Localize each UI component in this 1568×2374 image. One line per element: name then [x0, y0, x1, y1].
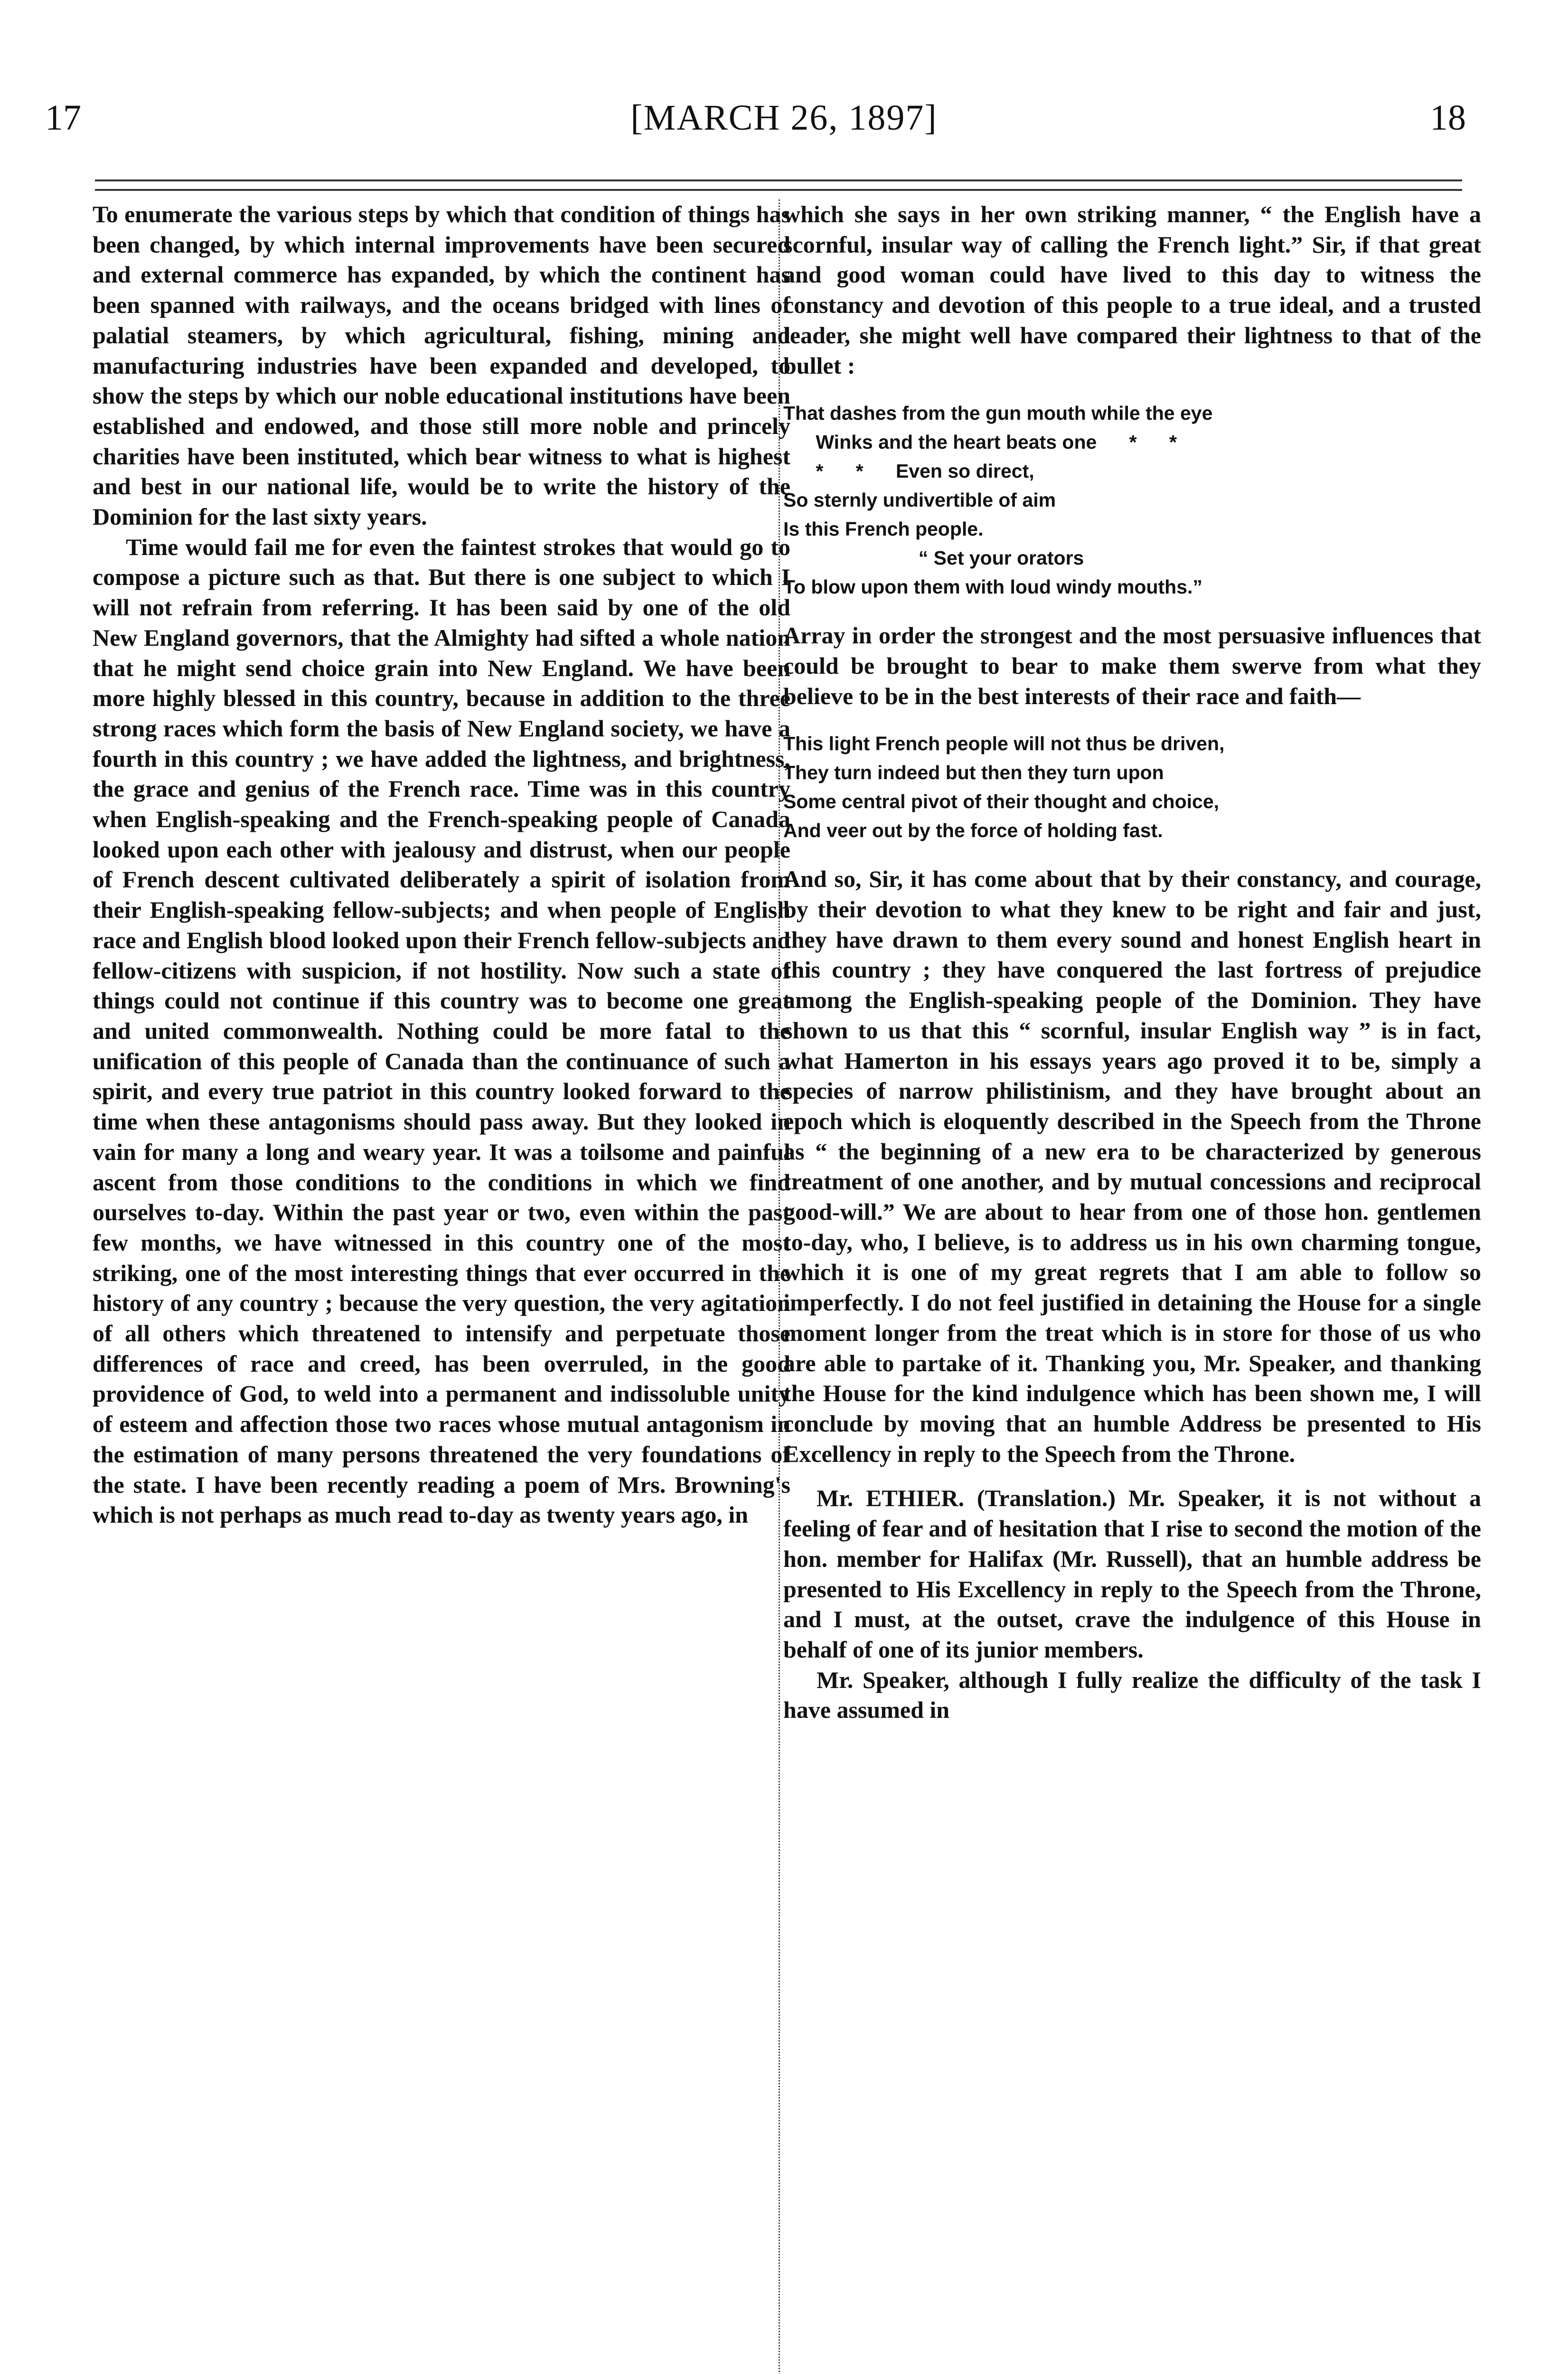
verse-line: Is this French people.: [783, 518, 984, 540]
right-paragraph-final: Mr. Speaker, although I fully realize the difficulty of the task I have assumed in: [783, 1666, 1481, 1724]
verse-line: So sternly undivertible of aim: [783, 489, 1056, 511]
verse-line: That dashes from the gun mouth while the eye: [783, 402, 1213, 424]
header-rule-bottom: [95, 189, 1462, 191]
header-date: [MARCH 26, 1897]: [630, 98, 938, 138]
verse-quote-1: [783, 399, 1481, 602]
verse-line: To blow upon them with loud windy mouths.”: [783, 576, 1202, 598]
page-number-left: 17: [45, 98, 81, 138]
ethier-text: (Translation.) Mr. Speaker, it is not without a feeling of fear and of hesitation that I rise to second the motion of the hon. member for Halifax (Mr. Russell), that an humble address be presented to His Excellency in reply to the Speech from the Throne, and I must, at the outset, crave the indulgence of this House in behalf of one of its junior members.: [783, 1485, 1481, 1663]
right-paragraph-middle: Array in order the strongest and the most persuasive influences that could be brought to bear to make them swerve from what they believe to be in the best interests of their race and faith—: [783, 622, 1481, 709]
left-column: [93, 199, 790, 2374]
page-header: [0, 97, 1568, 154]
right-paragraph-ethier: [783, 1483, 1481, 1665]
left-paragraph-2: Time would fail me for even the faintest strokes that would go to compose a picture such as that. But there is one subject to which I will not refrain from referring. It has been said by one of the old New England governors, that the Almighty had sifted a whole nation that he might send choice grain into New England. We have been more highly blessed in this country, because in addition to the three strong races which form the basis of New England society, we have a fourth in this country ; we have added the lightness, and brightness, the grace and genius of the French race. Time was in this country when English-speaking and the French-speaking people of Canada looked upon each other with jealousy and distrust, when our people of French descent cultivated deliberately a spirit of isolation from their English-speaking fellow-subjects; and when people of English race and English blood looked upon their French fellow-subjects and fellow-citizens with suspicion, if not hostility. Now such a state of things could not continue if this country was to become one great and united commonwealth. Nothing could be more fatal to the unification of this people of Canada than the continuance of such a spirit, and every true patriot in this country looked forward to the time when these antagonisms should pass away. But they looked in vain for many a long and weary year. It was a toilsome and painful ascent from those conditions to the conditions in which we find ourselves to-day. Within the past year or two, even within the past few months, we have witnessed in this country one of the most striking, one of the most interesting things that ever occurred in the history of any country ; because the very question, the very agitation of all others which threatened to intensify and perpetuate those differences of race and creed, has been overruled, in the good providence of God, to weld into a permanent and indissoluble unity of esteem and affection those two races whose mutual antagonism in the estimation of many persons threatened the very foundations of the state. I have been recently reading a poem of Mrs. Browning's which is not perhaps as much read to-day as twenty years ago, in: [93, 533, 790, 1528]
verse-line: Some central pivot of their thought and choice,: [783, 791, 1220, 813]
right-paragraph-conclusion: And so, Sir, it has come about that by their constancy, and courage, by their devotion to what they knew to be right and fair and just, they have drawn to them every sound and honest English heart in this country ; they have conquered the last fortress of prejudice among the English-speaking people of the Dominion. They have shown to us that this “ scornful, insular English way ” is in fact, what Hamerton in his essays years ago proved it to be, simply a species of narrow philistinism, and they have brought about an epoch which is eloquently described in the Speech from the Throne as “ the beginning of a new era to be characterized by generous treatment of one another, and by mutual concessions and reciprocal good-will.” We are about to hear from one of those hon. gentlemen to-day, who, I believe, is to address us in his own charming tongue, which it is one of my great regrets that I am able to follow so imperfectly. I do not feel justified in detaining the House for a single moment longer from the treat which is in store for those of us who are able to partake of it. Thanking you, Mr. Speaker, and thanking the House for the kind indulgence which has been shown me, I will conclude by moving that an humble Address be presented to His Excellency in reply to the Speech from the Throne.: [783, 866, 1481, 1467]
verse-line: “ Set your orators: [783, 547, 1084, 569]
verse-line: They turn indeed but then they turn upon: [783, 762, 1164, 784]
verse-quote-2: [783, 729, 1481, 845]
left-paragraph-1: To enumerate the various steps by which that condition of things has been changed, by which internal improvements have been secured and external commerce has expanded, by which the continent has been spanned with railways, and the oceans bridged with lines of palatial steamers, by which agricultural, fishing, mining and manufacturing industries have been expanded and developed, to show the steps by which our noble educational institutions have been established and endowed, and those still more noble and princely charities have been instituted, which bear witness to what is highest and best in our national life, would be to write the history of the Dominion for the last sixty years.: [93, 201, 790, 530]
verse-line: And veer out by the force of holding fast.: [783, 820, 1163, 842]
verse-line: Winks and the heart beats one * *: [783, 431, 1177, 453]
verse-line: This light French people will not thus be driven,: [783, 733, 1225, 755]
page-number-right: 18: [1430, 98, 1466, 138]
speaker-name: Mr. ETHIER.: [817, 1485, 965, 1512]
right-paragraph-intro: which she says in her own striking manner, “ the English have a scornful, insular way of calling the French light.” Sir, if that great and good woman could have lived to this day to witness the constancy and devotion of this people to a true ideal, and a trusted leader, she might well have compared their lightness to that of the bullet :: [783, 201, 1481, 379]
verse-line: * * Even so direct,: [783, 460, 1034, 482]
right-column: [783, 199, 1481, 2374]
header-rule-top: [95, 179, 1462, 181]
